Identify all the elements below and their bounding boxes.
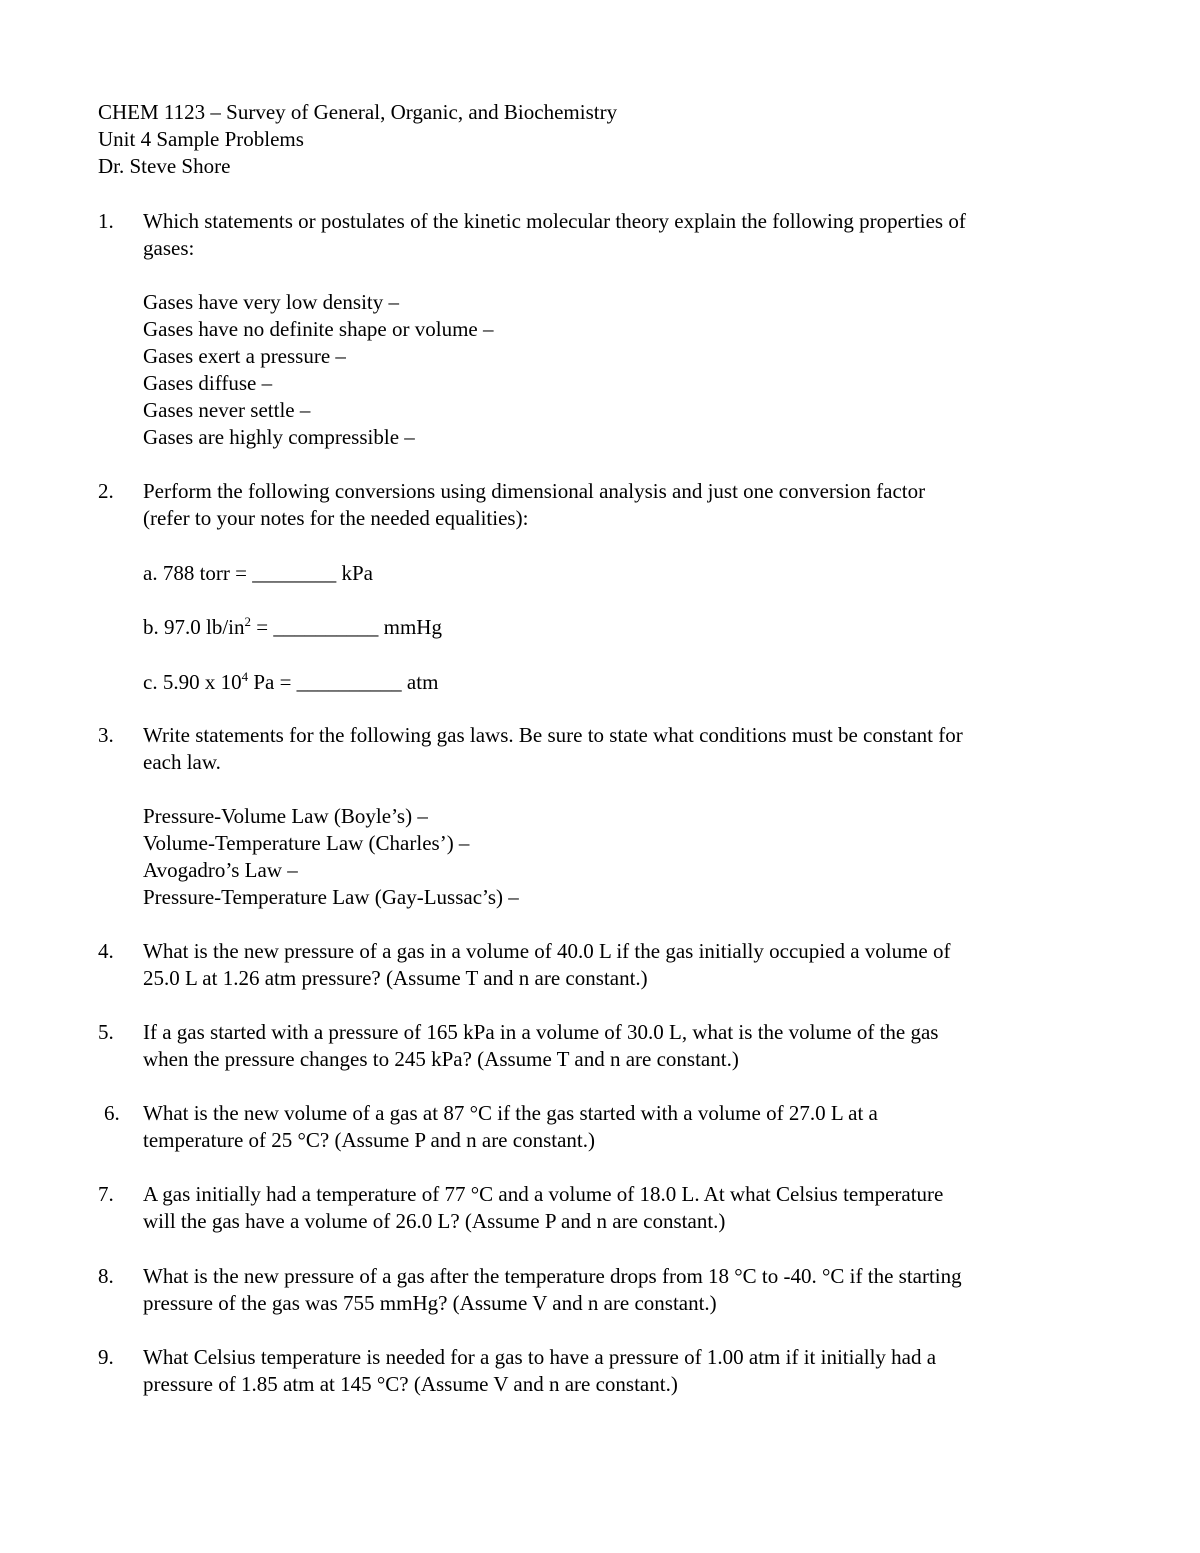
question-7-text-line1: A gas initially had a temperature of 77 °C and a volume of 18.0 L. At what Celsius temperature [143, 1182, 944, 1206]
gas-law-item: Pressure-Volume Law (Boyle’s) – [143, 804, 428, 828]
question-9-number: 9. [98, 1345, 114, 1369]
question-9-text-line2: pressure of 1.85 atm at 145 °C? (Assume V and n are constant.) [143, 1372, 678, 1396]
question-1-item: Gases have no definite shape or volume – [143, 317, 494, 341]
question-2-number: 2. [98, 479, 114, 503]
conversion-b-post: = __________ mmHg [251, 615, 442, 639]
question-5-text-line2: when the pressure changes to 245 kPa? (Assume T and n are constant.) [143, 1047, 739, 1071]
question-8-text-line1: What is the new pressure of a gas after the temperature drops from 18 °C to -40. °C if the starting [143, 1264, 962, 1288]
question-8-number: 8. [98, 1264, 114, 1288]
conversion-b-pre: b. 97.0 lb/in [143, 615, 245, 639]
question-1-item: Gases exert a pressure – [143, 344, 346, 368]
question-9-text-line1: What Celsius temperature is needed for a gas to have a pressure of 1.00 atm if it initially had a [143, 1345, 937, 1369]
question-1-item: Gases diffuse – [143, 371, 273, 395]
conversion-b-exponent: 2 [244, 614, 252, 629]
question-5-number: 5. [98, 1020, 114, 1044]
question-1-number: 1. [98, 209, 114, 233]
question-1-text-line2: gases: [143, 236, 195, 260]
question-6-number: 6. [104, 1101, 120, 1125]
course-title: CHEM 1123 – Survey of General, Organic, and Biochemistry [98, 100, 618, 124]
question-8-text-line2: pressure of the gas was 755 mmHg? (Assume V and n are constant.) [143, 1291, 717, 1315]
question-3-text-line1: Write statements for the following gas laws. Be sure to state what conditions must be constant for [143, 723, 963, 747]
conversion-c-pre: c. 5.90 x 10 [143, 670, 242, 694]
gas-law-item: Pressure-Temperature Law (Gay-Lussac’s) – [143, 885, 519, 909]
question-5-text-line1: If a gas started with a pressure of 165 kPa in a volume of 30.0 L, what is the volume of the gas [143, 1020, 939, 1044]
conversion-b [143, 614, 442, 643]
question-4-number: 4. [98, 939, 114, 963]
conversion-a: a. 788 torr = ________ kPa [143, 561, 373, 585]
unit-title: Unit 4 Sample Problems [98, 127, 304, 151]
conversion-c [143, 669, 438, 698]
question-1-item: Gases are highly compressible – [143, 425, 415, 449]
question-3-text-line2: each law. [143, 750, 221, 774]
conversion-c-exponent: 4 [241, 669, 249, 684]
question-2-text-line1: Perform the following conversions using dimensional analysis and just one conversion factor [143, 479, 926, 503]
question-1-text-line1: Which statements or postulates of the kinetic molecular theory explain the following properties of [143, 209, 966, 233]
question-3-number: 3. [98, 723, 114, 747]
question-1-item: Gases never settle – [143, 398, 311, 422]
question-7-text-line2: will the gas have a volume of 26.0 L? (Assume P and n are constant.) [143, 1209, 726, 1233]
gas-law-item: Volume-Temperature Law (Charles’) – [143, 831, 470, 855]
question-6-text-line2: temperature of 25 °C? (Assume P and n are constant.) [143, 1128, 595, 1152]
instructor-name: Dr. Steve Shore [98, 154, 231, 178]
question-7-number: 7. [98, 1182, 114, 1206]
question-1-item: Gases have very low density – [143, 290, 400, 314]
question-2-text-line2: (refer to your notes for the needed equalities): [143, 506, 529, 530]
conversion-c-post: Pa = __________ atm [248, 670, 439, 694]
question-4-text-line1: What is the new pressure of a gas in a volume of 40.0 L if the gas initially occupied a volume of [143, 939, 951, 963]
question-6-text-line1: What is the new volume of a gas at 87 °C if the gas started with a volume of 27.0 L at a [143, 1101, 878, 1125]
gas-law-item: Avogadro’s Law – [143, 858, 298, 882]
question-4-text-line2: 25.0 L at 1.26 atm pressure? (Assume T and n are constant.) [143, 966, 648, 990]
